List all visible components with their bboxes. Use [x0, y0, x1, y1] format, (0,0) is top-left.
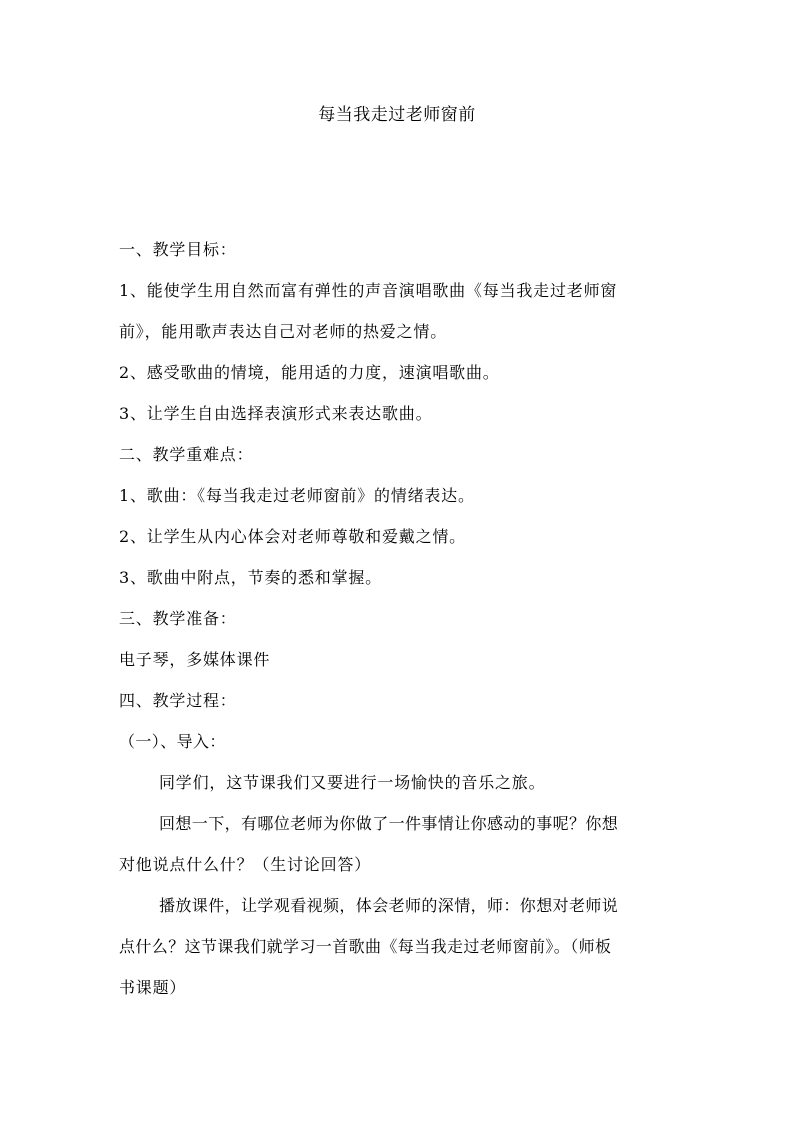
objective-1-line-2: 前》，能用歌声表达自己对老师的热爱之情。	[119, 322, 448, 341]
section-heading-objectives: 一、教学目标：	[119, 240, 237, 259]
key-point-2: 2、让学生从内心体会对老师尊敬和爱戴之情。	[119, 527, 466, 546]
section-heading-key-points: 二、教学重难点：	[119, 445, 254, 464]
preparation-items: 电子琴，多媒体课件	[119, 650, 271, 669]
key-point-3: 3、歌曲中附点，节奏的悉和掌握。	[119, 568, 382, 587]
objective-1-line-1: 1、能使学生用自然而富有弹性的声音演唱歌曲《每当我走过老师窗	[119, 281, 618, 300]
subsection-heading-introduction: （一）、导入：	[119, 732, 226, 751]
objective-2: 2、感受歌曲的情境，能用适的力度，速演唱歌曲。	[119, 363, 500, 382]
section-heading-process: 四、教学过程：	[119, 691, 237, 710]
intro-paragraph-2-line-1: 回想一下，有哪位老师为你做了一件事情让你感动的事呢？你想	[159, 814, 619, 833]
document-body	[119, 229, 679, 1008]
objective-3: 3、让学生自由选择表演形式来表达歌曲。	[119, 404, 433, 423]
intro-paragraph-3-line-2: 点什么？这节课我们就学习一首歌曲《每当我走过老师窗前》。（师板	[119, 937, 612, 956]
document-title: 每当我走过老师窗前	[318, 105, 476, 125]
section-heading-preparation: 三、教学准备：	[119, 609, 237, 628]
intro-paragraph-2-line-2: 对他说点什么什？（生讨论回答）	[119, 855, 372, 874]
intro-paragraph-3-line-1: 播放课件，让学观看视频，体会老师的深情，师：你想对老师说	[159, 896, 619, 915]
key-point-1: 1、歌曲：《每当我走过老师窗前》的情绪表达。	[119, 486, 475, 505]
intro-paragraph-1: 同学们，这节课我们又要进行一场愉快的音乐之旅。	[159, 773, 546, 792]
intro-paragraph-3-line-3: 书课题）	[119, 978, 187, 997]
